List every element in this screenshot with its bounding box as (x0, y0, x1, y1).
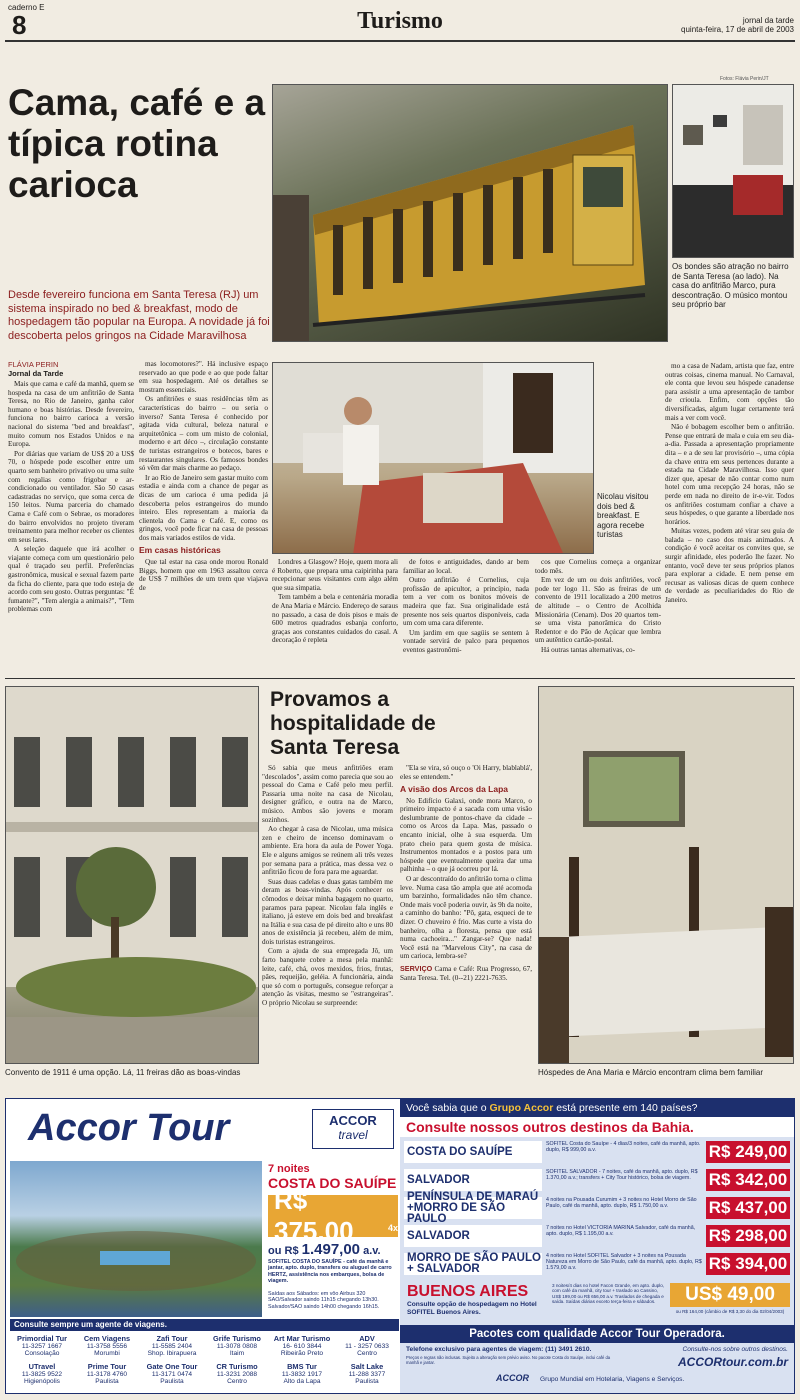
agency-7 (75, 1363, 139, 1386)
agency-place: Paulista (355, 1378, 379, 1385)
agency-place: Ribeirão Preto (280, 1350, 324, 1357)
second-headline: Provamos a hospitalidade de Santa Teresa (270, 688, 436, 759)
destination-desc: SOFITEL SALVADOR - 7 noites, café da manhã, apto. duplo, R$ 1.370,00 a.v.; transfers + City Tour histórico, bolsa de viagem. (546, 1169, 698, 1182)
promo-flights: Saídas aos Sábados: em vôo Airbus 320 SAO/Salvador saindo 11h15 chegando 13h30. Salvador/SAO saindo 14h00 chegando 16h15. (268, 1291, 380, 1310)
nicolau-photo (272, 362, 594, 554)
lead: Desde fevereiro funciona em Santa Teresa (RJ) um sistema inspirado no bed & breakfast, modo de hospedagem tão popular na Europa. A novidade já foi descoberta pelos gringos na Cidade Maravilhosa (8, 289, 270, 342)
promo-nights: 7 noites (268, 1163, 310, 1175)
promo-destination: COSTA DO SAUÍPE (268, 1175, 397, 1191)
agency-place: Alto da Lapa (283, 1378, 321, 1385)
destination-name: SALVADOR (404, 1169, 542, 1191)
agency-name: Salt Lake (350, 1362, 384, 1371)
destination-row (404, 1253, 790, 1275)
column-3: Londres a Glasgow? Hoje, quem mora ali é Roberto, que prepara uma caipirinha para recepcionar seus visitantes com algo além que sua simpatia. Tem também a bela e centenária moradia de Ana Maria e Márcio. Endereço de saraus no passado, a casa de dois pisos e mais de 600 metros quadrados esbanja conforto, graças aos constantes cuidados do casal. A decoração é repleta (272, 558, 398, 645)
promo-price (268, 1185, 398, 1246)
agency-1 (75, 1335, 139, 1358)
ad-banner: Consulte nossos outros destinos da Bahia. (400, 1117, 794, 1137)
agency-8 (140, 1363, 204, 1386)
ad-right-panel (400, 1099, 794, 1393)
destination-price: R$ 394,00 (706, 1253, 790, 1275)
agency-place: Paulista (160, 1378, 184, 1385)
agency-place: Centro (227, 1378, 247, 1385)
destination-desc: 4 noites na Pousada Curumim + 3 noites no Hotel Morro de São Paulo, café da manhã, apto. duplo, R$ 1.750,00 a.v. (546, 1197, 697, 1210)
destination-row (404, 1225, 790, 1247)
agency-4 (270, 1335, 334, 1358)
agency-2 (140, 1335, 204, 1358)
bedroom-photo (538, 686, 794, 1064)
column-5: cos que Cornelius começa a organizar todo mês. Em vez de um ou dois anfitriões, você pode ter logo 11. São as freiras de um convento de 1911 localizado a 200 metros de altitude – o Centro de Acolhida Missionária (Cenam). Dos 20 quartos tem-se uma vista panorâmica do Cristo Redentor e do Pão de Açúcar que lembra um autêntico cartão-postal. Há outras tantas alternativas, co- (535, 558, 661, 654)
section-small: caderno E (8, 3, 45, 12)
ad-question: Você sabia que o Grupo Accor está presente em 140 países? (400, 1099, 794, 1117)
promo-desc: SOFITEL COSTA DO SAUÍPE - café da manhã e jantar, apto. duplo, transfers ou aluguel de carro HERTZ, assistência nos embarques, bolsa de viagem. (268, 1259, 392, 1285)
agency-name: ADV (359, 1334, 375, 1343)
agency-name: CR Turismo (216, 1362, 258, 1371)
agency-10 (270, 1363, 334, 1386)
agency-phone: 11-5585 2404 (151, 1342, 193, 1350)
footer-phone: Telefone exclusivo para agentes de viagem: (11) 3491 2610. (406, 1346, 592, 1353)
agency-name: Prime Tour (87, 1362, 127, 1371)
agency-place: Itaim (229, 1350, 245, 1357)
subhead-historic: Em casas históricas (139, 545, 221, 556)
footer-banner: Pacotes com qualidade Accor Tour Operadora. (400, 1325, 794, 1343)
tram-photo (272, 84, 668, 342)
tram-illustration (273, 85, 668, 342)
agencies-title: Consulte sempre um agente de viagens. (10, 1319, 399, 1331)
logo-sub: travel (338, 1128, 368, 1142)
service-text: Cama e Café: Rua Progresso, 67, Santa Teresa. Tel. (0--21) 2221-7635. (400, 964, 532, 982)
agency-phone: 11-288 3377 (348, 1370, 386, 1378)
destination-desc: SOFITEL Costa do Sauípe - 4 dias/3 noites, café da manhã, apto. duplo, R$ 999,00 a.v. (546, 1141, 701, 1154)
ba-desc: 3 noites/4 dias no hotel Facon Grande, em apto. duplo, com café da manhã, city tour + traslado ao Cassino, US$ 199,00 ou R$ 656,00 a.v. Traslados de chegada e saída. Saídas diárias exceto terça-feira e sábados. (552, 1283, 665, 1305)
agency-phone: 11-3758 5556 (86, 1342, 128, 1350)
ad-brand-bar (6, 1099, 399, 1161)
subhead-arcos: A visão dos Arcos da Lapa (400, 784, 509, 795)
buenos-aires-row (404, 1283, 790, 1319)
promo-total: ou R$ 1.497,00 a.v. (268, 1241, 381, 1258)
page-number: 8 (12, 10, 27, 40)
convent-photo (5, 686, 259, 1064)
paper-name: jornal da tarde (742, 16, 794, 25)
column-a: Só sabia que meus anfitriões eram "descolados", assim como parecia que sou ao pessoal do Cama e Café pelo meu perfil. Passaria uma noite na casa de Nicolau, designer gráfico, e outra na de Marco, músico. Ambos são jovens e moram sozinhos. Ao chegar à casa de Nicolau, uma música zen e cheiro de incenso dominavam o ambiente. Era hora da aula de Power Yoga. Ele e alguns amigos se reúnem ali três vezes por semana para a prática, mas dessa vez o anfitrião ficou de fora para me aguardar. Suas duas cadelas e duas gatas também me deram as boas-vindas. Após conhecer os cômodos e deixar minha bagagem no quarto, paramos para papear. Nicolau fala inglês e italiano, já esteve em dois bed and breakfast na Itália e sua casa de pé direito alto e uns 80 anos de existência já recebeu, além de mim, dois turistas estrangeiros. Com a ajuda de sua empregada Jô, um farto banquete cobre a mesa pela manhã: leite, café, chá, ovos mexidos, frios, frutas, pães, requeijão, geléia. A funcionária, ainda que só com o português, consegue reforçar a atenção às visitas, mesmo se "estrangeiras". O próprio Nicolau se surpreende: (262, 764, 393, 1008)
agency-11 (335, 1363, 399, 1386)
destination-price: R$ 437,00 (706, 1197, 790, 1219)
footer-small: Preços e regras não inclusas. Sujeito a alteração sem prévio aviso. No pacote Costa do Sauípe, inclui café da manhã e jantar. (406, 1355, 611, 1365)
destination-row (404, 1141, 790, 1163)
agency-name: Cem Viagens (83, 1334, 131, 1343)
caption-tram: Os bondes são atração no bairro de Santa Teresa (ao lado). Na casa do anfitrião Marco, pura descontração. O músico montou seu próprio bar (672, 262, 789, 309)
footer-group: Grupo Mundial em Hotelaria, Viagens e Serviços. (540, 1376, 685, 1383)
destination-desc: 4 noites no Hotel SOFITEL Salvador + 3 noites na Pousada Natureza em Morro de São Paulo, café da manhã, apto. duplo, R$ 1.579,00 a.v. (546, 1253, 702, 1272)
resort-photo (10, 1161, 262, 1317)
agency-name: Gate One Tour (146, 1362, 198, 1371)
agency-phone: 16- 610 3844 (282, 1342, 322, 1350)
agency-place: Consolação (24, 1350, 60, 1357)
ba-name: BUENOS AIRES (407, 1283, 529, 1300)
convent-illustration (6, 687, 259, 1064)
agency-name: Zafi Tour (156, 1334, 188, 1343)
author-outlet: Jornal da Tarde (8, 369, 64, 378)
agency-name: UTravel (28, 1362, 56, 1371)
caption-convent: Convento de 1911 é uma opção. Lá, 11 freiras dão as boas-vindas (5, 1068, 241, 1077)
footer-web-pre: Consulte-nos sobre outros destinos. (682, 1346, 788, 1353)
agency-phone: 11-3231 2088 (216, 1370, 258, 1378)
bar-illustration (673, 85, 794, 258)
footer-web[interactable]: ACCORtour.com.br (677, 1355, 788, 1369)
agency-phone: 11-3825 9522 (21, 1370, 63, 1378)
resort-illustration (10, 1161, 262, 1317)
column-6: mo a casa de Nadam, artista que faz, entre outras coisas, cinema manual. No Carnaval, ele conta que levou seu hóspede canadense para assistir a uma apresentação de tambor de crioula. Enfim, com opções tão diversificadas, algum lugar certamente terá mais a ver com você. Não é bobagem escolher bem o anfitrião. Pense que entrará de mala e cuia em seu dia-a-dia. Passada a apresentação propriamente dita – e a de seu lar provisório –, uma cópia da chave entra em seus pertences durante a estada na Cidade Maravilhosa. Isso quer dizer que, apesar de não contar como num hotel com uma recepção 24 horas, não se perde em nada no direito de ir-e-vir. Todos os anfitriões costumam confiar a chave a seus hóspedes, o que garante a liberdade nos horários. Muitas vezes, podem até virar seu guia de balada – no caso dos mais animados. A condição é você aceitar os convites que, se surgir afinidade, eles poderão lhe fazer. No entanto, você deve ter seus próprios planos para explorar a cidade. E nem pense em recusar as valiosas dicas de quem conhece de verdade as peculiaridades do Rio de Janeiro. (665, 362, 794, 605)
agency-5 (335, 1335, 399, 1358)
destination-name: PENÍNSULA DE MARAÚ +MORRO DE SÃO PAULO (404, 1197, 542, 1219)
photo-credit: Fotos: Flávia Perin/JT (720, 76, 769, 82)
author: FLÁVIA PERIN (8, 360, 59, 369)
ad-left-panel (6, 1099, 399, 1393)
nicolau-illustration (273, 363, 594, 554)
ba-note: ou R$ 164,00 (câmbio de R$ 3,30 do dia 02/04/2003) (675, 1309, 785, 1314)
promo-installments: 4x (387, 1223, 398, 1233)
column-1: Mais que cama e café da manhã, quem se hospeda na casa de um anfitrião de Santa Teresa, no Rio de Janeiro, ganha calor humano e boas histórias. Desde fevereiro, funciona no bairro carioca a versão nacional do sistema "bed and breakfast", muito comum nos Estados Unidos e na Europa. Por diárias que variam de US$ 20 a US$ 70, o hóspede pode escolher entre um quarto sem banheiro privativo ou uma suíte com regalias como frigobar e ar-condicionado ou ventilador. São 50 casas cadastradas no serviço, que soma cerca de 150 leitos. Numa parceria do chamado Cama e Café com o Sebrae, os moradores do bairro envolvidos no projeto tiveram treinamento para melhor receber os clientes em seus lares. A seleção daquele que irá acolher o viajante começa com um questionário pelo qual é traçado seu perfil. Preferências gastronômica, musical e sexual fazem parte da ficha do cliente, para que todo esteja de acordo com seu gosto. Outras perguntas: "É fumante?", "Tem alergia a animais?", "Tem problemas com (8, 380, 134, 614)
agency-place: Paulista (95, 1378, 119, 1385)
ba-price: US$ 49,00 (670, 1283, 790, 1307)
promo-price-value: R$ 375,00 (274, 1185, 354, 1246)
accor-ad (5, 1098, 795, 1394)
destination-name: MORRO DE SÃO PAULO + SALVADOR (404, 1253, 542, 1275)
agency-phone: 11-3178 4760 (86, 1370, 128, 1378)
agency-place: Higienópolis (24, 1378, 60, 1385)
agency-phone: 11 - 3257 0633 (345, 1342, 389, 1350)
destination-name: SALVADOR (404, 1225, 542, 1247)
destination-price: R$ 298,00 (706, 1225, 790, 1247)
section-title: Turismo (357, 8, 443, 34)
destination-row (404, 1190, 790, 1225)
agency-phone: 11-3832 1917 (281, 1370, 323, 1378)
agency-place: Shop. Ibirapuera (147, 1350, 197, 1357)
column-b: "Ela se vira, só ouço o 'Oi Harry, blablablá', eles se entendem." A visão dos Arcos da Lapa No Edifício Galaxi, onde mora Marco, o primeiro impacto é a sacada com uma visão deslumbrante de pontos-chave da cidade – como os Arcos da Lapa. Mas, passado o encanto inicial, olhe à sua esquerda. Um prato cheio para quem gosta de música. Instrumentos montados e a postos para um hóspede que eventualmente queira dar uma palhinha – o que já ocorreu por lá. O ar descontraído do anfitrião torna o clima leve. Numa casa tão ampla que até acomoda um barzinho, formalidades não têm chance. Onde mais você poderia ouvir, às 9h da noite, a caminho do banho: "Pô, gata, esqueci de te dizer. O chuveiro é frio. Mas curte a vista do banheiro, olha a floresta, pensa que está numa cachoeira..." Zangar-se? Que nada! Você está na "Marvelous City", na casa de um carioca, lembra-se? SERVIÇO Cama e Café: Rua Progresso, 67, Santa Teresa. Tel. (0--21) 2221-7635. (400, 764, 532, 982)
agency-name: BMS Tur (287, 1362, 317, 1371)
accor-logo (312, 1109, 394, 1149)
agency-name: Primordial Tur (17, 1334, 67, 1343)
column-4: de fotos e antiguidades, dando ar bem familiar ao local. Outro anfitrião é Cornelius, cuja profissão de apicultor, a princípio, nada tem a ver com os bonitos móveis de madeira que faz. Sua originalidade está presente nos seis quartos disponíveis, cada um com uma cara diferente. Um jardim em que sagüis se sentem à vontade servirá de palco para pequenos eventos gastronômi- (403, 558, 529, 654)
ad-brand: Accor Tour (28, 1107, 230, 1149)
destination-price: R$ 342,00 (706, 1169, 790, 1191)
agency-0 (10, 1335, 74, 1358)
caption-nicolau: Nicolau visitou dois bed & breakfast. E agora recebe turistas (597, 492, 649, 539)
destination-name: COSTA DO SAUÍPE (404, 1141, 542, 1163)
headline: Cama, café e a típica rotina carioca (8, 82, 266, 205)
footer-logo: ACCOR (496, 1373, 529, 1383)
agency-name: Art Mar Turismo (273, 1334, 331, 1343)
agency-9 (205, 1363, 269, 1386)
destination-desc: 7 noites no Hotel VICTORIA MARINA Salvador, café da manhã, apto. duplo, R$ 1.195,00 a.v. (546, 1225, 696, 1238)
destination-row (404, 1169, 790, 1191)
bar-photo (672, 84, 794, 258)
date: quinta-feira, 17 de abril de 2003 (681, 25, 794, 34)
agency-place: Centro (357, 1350, 377, 1357)
ba-sub: Consulte opção de hospedagem no Hotel SOFITEL Buenos Aires. (407, 1301, 537, 1316)
agency-phone: 11-3257 1667 (21, 1342, 63, 1350)
agency-phone: 11-3171 0474 (151, 1370, 193, 1378)
agency-place: Morumbi (94, 1350, 120, 1357)
agency-name: Grife Turismo (213, 1334, 261, 1343)
logo-main: ACCOR (329, 1113, 377, 1128)
agency-phone: 11-3078 0808 (216, 1342, 258, 1350)
caption-bedroom: Hóspedes de Ana Maria e Márcio encontram clima bem familiar (538, 1068, 763, 1077)
service-label: SERVIÇO (400, 963, 433, 973)
destination-price: R$ 249,00 (706, 1141, 790, 1163)
agency-6 (10, 1363, 74, 1386)
column-2: mas locomotores?". Há inclusive espaço reservado ao que pode e ao que pode faltar em sua hospedagem. Até os detalhes se mostram essenciais. Os anfitriões e suas residências têm as características do bairro – ou seria o inverso? Santa Teresa é conhecido por agitada vida cultural, beleza natural e arquitetônica – com um misto de colonial, moderno e art déco –, circulação constante de turistas estrangeiros e botecos, bares e restaurantes singulares. Os famosos bondes só vêm dar mais charme ao pedaço. Ir ao Rio de Janeiro sem gastar muito com estadia e ainda com a chance de pegar as dicas de um carioca é uma pedida já descoberta pelos estrangeiros do mundo inteiro. Eles representam a maioria da clientela do Cama e Café. E, como os gringos, você pode ficar na casa de pessoas dos mais variados estilos de vida. Em casas históricas Que tal estar na casa onde morou Ronald Biggs, homem que em 1963 assaltou cerca de US$ 7 milhões de um trem que viajava de (139, 360, 268, 592)
bedroom-illustration (539, 687, 794, 1064)
agency-3 (205, 1335, 269, 1358)
